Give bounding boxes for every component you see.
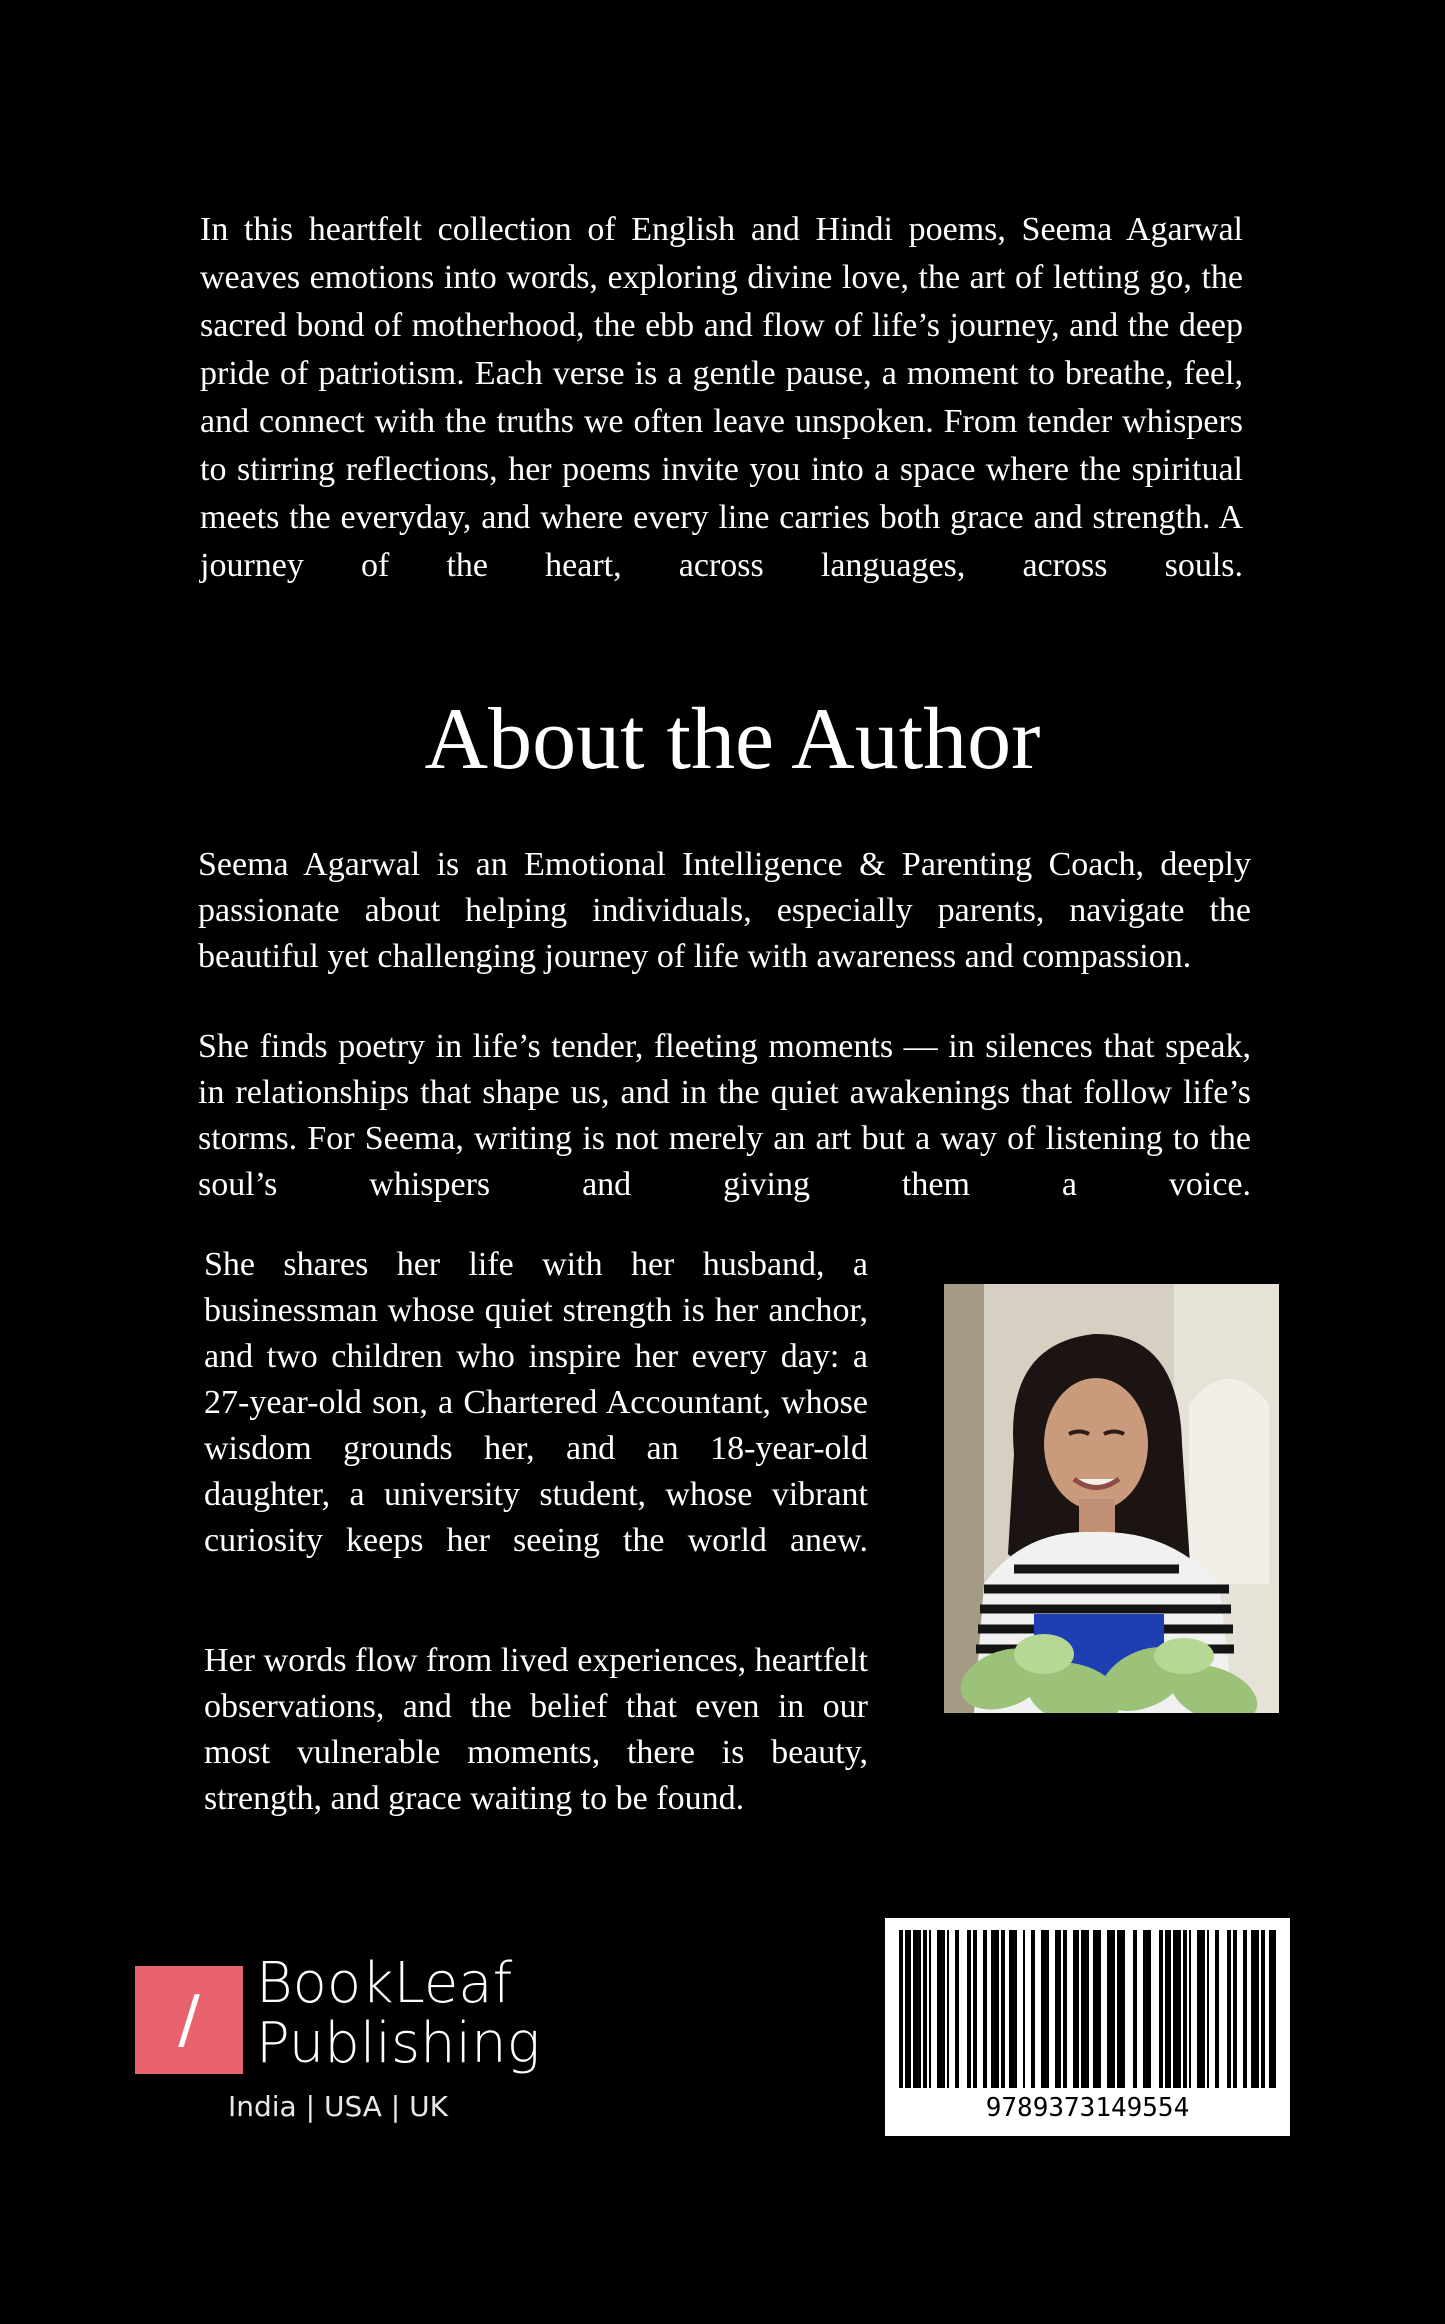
- isbn-barcode: [885, 1918, 1290, 2136]
- author-bio-paragraph-4: Her words flow from lived experiences, heartfelt observations, and the belief that even in our most vulnerable moments, there is beauty, strength, and grace waiting to be found.: [204, 1642, 868, 1817]
- publisher-name-line-2: Publishing: [256, 2011, 541, 2076]
- author-bio-paragraph-1: Seema Agarwal is an Emotional Intelligence & Parenting Coach, deeply passionate about helping individuals, especially parents, navigate the beautiful yet challenging journey of life with awareness and compassion.: [198, 846, 1251, 975]
- book-blurb: In this heartfelt collection of English and Hindi poems, Seema Agarwal weaves emotions into words, exploring divine love, the art of letting go, the sacred bond of motherhood, the ebb and flow of life’s journey, and the deep pride of patriotism. Each verse is a gentle pause, a moment to breathe, feel, and connect with the truths we often leave unspoken. From tender whispers to stirring reflections, her poems invite you into a space where the spiritual meets the everyday, and where every line carries both grace and strength. A journey of the heart, across languages, across souls.: [200, 211, 1243, 584]
- author-bio-paragraph-3: She shares her life with her husband, a businessman whose quiet strength is her anchor, and two children who inspire her every day: a 27-year-old son, a Chartered Accountant, whose wisdom grounds her, and an 18-year-old daughter, a university student, whose vibrant curiosity keeps her seeing the world anew.: [204, 1246, 868, 1559]
- publisher-name-line-1: BookLeaf: [256, 1951, 513, 2016]
- publisher-countries: India | USA | UK: [228, 2090, 448, 2123]
- slash-icon: /: [178, 1983, 200, 2057]
- author-bio-paragraph-2: She finds poetry in life’s tender, fleeting moments — in silences that speak, in relationships that shape us, and in the quiet awakenings that follow life’s storms. For Seema, writing is not merely an art but a way of listening to the soul’s whispers and giving them a voice.: [198, 1028, 1251, 1203]
- about-heading: About the Author: [424, 691, 1041, 788]
- author-photo: [944, 1284, 1279, 1713]
- publisher-logo-mark: [135, 1966, 243, 2074]
- publisher-name: [256, 1951, 541, 2076]
- isbn-number: 9789373149554: [985, 2093, 1190, 2123]
